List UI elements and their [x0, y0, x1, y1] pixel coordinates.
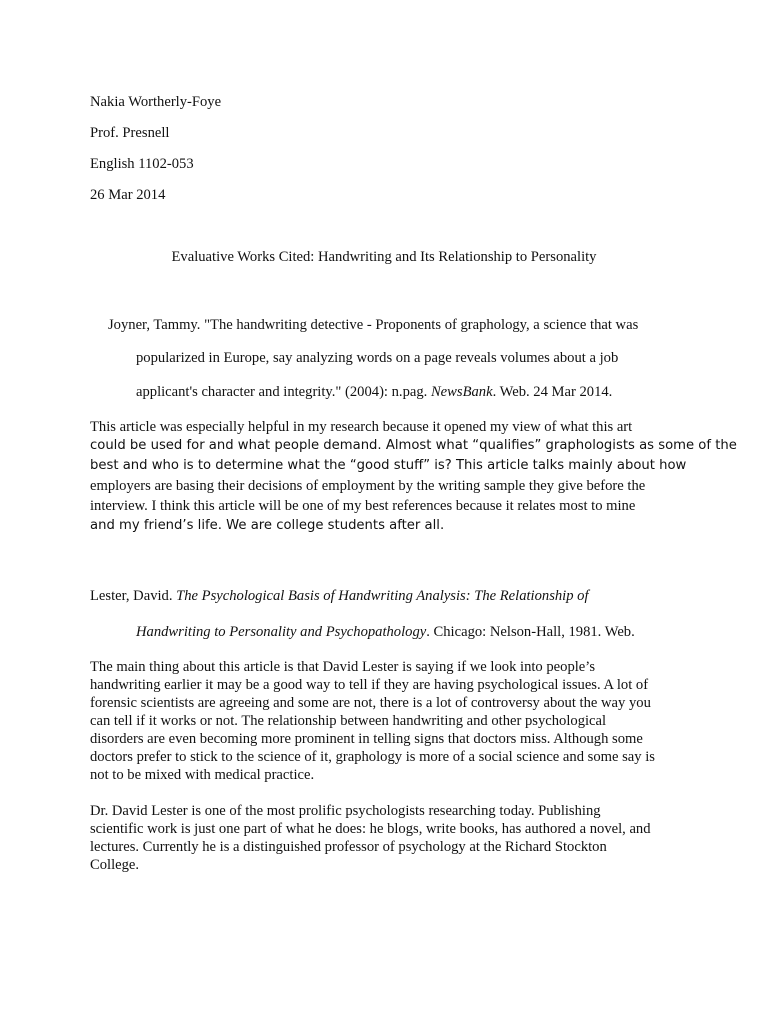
citation-1-line-3-text: applicant's character and integrity." (2004): n.pag. — [136, 384, 431, 400]
student-name: Nakia Wortherly-Foye — [90, 94, 222, 110]
citation-1-line-2: popularized in Europe, say analyzing words on a page reveals volumes about a job — [136, 350, 619, 366]
course-name: English 1102-053 — [90, 156, 194, 172]
citation-2-publisher: . Chicago: Nelson-Hall, 1981. Web. — [426, 624, 635, 640]
annotation-2-note-line: lectures. Currently he is a distinguished professor of psychology at the Richard Stockton — [90, 839, 607, 855]
annotation-1-line: could be used for and what people demand. Almost what “qualifies” graphologists as some of the — [90, 438, 737, 453]
annotation-2-note-line: Dr. David Lester is one of the most prolific psychologists researching today. Publishing — [90, 803, 601, 819]
annotation-2-note-line: College. — [90, 857, 140, 873]
professor-name: Prof. Presnell — [90, 125, 170, 141]
citation-2-line-2 — [136, 623, 635, 641]
annotation-1 — [90, 418, 737, 536]
annotation-2-line: forensic scientists are agreeing and some are not, there is a lot of controversy about the way you — [90, 695, 651, 711]
page-title: Evaluative Works Cited: Handwriting and Its Relationship to Personality — [171, 249, 597, 265]
annotation-2-line: handwriting earlier it may be a good way to tell if they are having psychological issues. A lot of — [90, 677, 649, 693]
citation-2-author: Lester, David. — [90, 588, 177, 604]
annotation-2-line: can tell if it works or not. The relationship between handwriting and other psychological — [90, 713, 607, 729]
citation-2-book-title: The Psychological Basis of Handwriting Analysis: The Relationship of — [176, 588, 589, 604]
annotation-2-note-line: scientific work is just one part of what he does: he blogs, write books, has authored a novel, and — [90, 821, 651, 837]
annotation-2-line: The main thing about this article is that David Lester is saying if we look into people’s — [90, 659, 596, 675]
annotation-2-line: disorders are even becoming more prominent in telling signs that doctors miss. Although some — [90, 731, 643, 747]
annotation-2-line: not to be mixed with medical practice. — [90, 767, 315, 783]
citation-2-line-1 — [90, 587, 589, 605]
annotation-2-line: doctors prefer to stick to the science of it, graphology is more of a social science and some say is — [90, 749, 655, 765]
annotation-1-line: and my friend’s life. We are college students after all. — [90, 518, 445, 533]
annotation-1-line: This article was especially helpful in my research because it opened my view of what this art — [90, 419, 633, 435]
citation-1-source-title: NewsBank — [430, 384, 493, 400]
citation-2-book-title-cont: Handwriting to Personality and Psychopathology — [136, 624, 427, 640]
annotation-1-line: interview. I think this article will be one of my best references because it relates most to mine — [90, 498, 636, 514]
annotation-2-author-note — [90, 802, 690, 874]
document-date: 26 Mar 2014 — [90, 187, 166, 203]
annotation-2 — [90, 658, 690, 784]
citation-1-line-1: Joyner, Tammy. "The handwriting detective - Proponents of graphology, a science that was — [108, 317, 639, 333]
annotation-1-line: best and who is to determine what the “good stuff” is? This article talks mainly about how — [90, 458, 687, 473]
annotation-1-line: employers are basing their decisions of employment by the writing sample they give before the — [90, 478, 646, 494]
citation-1-line-3 — [136, 383, 612, 401]
citation-1-line-3-tail: . Web. 24 Mar 2014. — [492, 384, 613, 400]
